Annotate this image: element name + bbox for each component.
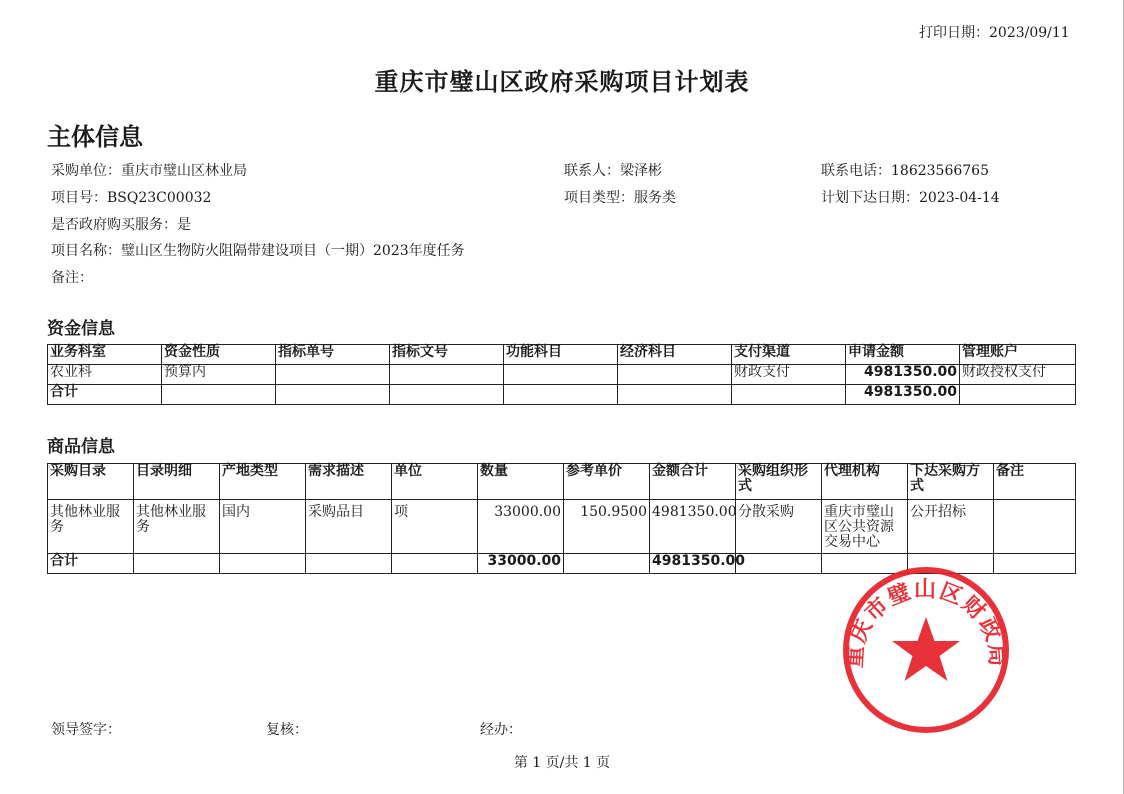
official-seal-stamp [838,562,1014,738]
funds-header: 申请金额 [846,345,960,365]
remark: 备注： [51,270,93,286]
goods-header: 备注 [994,464,1076,500]
empty-cell [618,385,732,405]
goods-header: 采购目录 [48,464,134,500]
contact-phone: 联系电话：18623566765 [821,163,989,179]
funds-header: 指标文号 [390,345,504,365]
goods-header: 单位 [392,464,478,500]
goods-cell: 其他林业服务 [134,500,220,554]
funds-cell-amount: 4981350.00 [846,365,960,385]
funds-cell [390,365,504,385]
funds-header: 业务科室 [48,345,162,365]
empty-cell [162,385,276,405]
page-number: 第 1 页/共 1 页 [513,755,611,771]
subject-info-heading: 主体信息 [47,122,143,151]
goods-cell-unit-price: 150.9500 [564,500,650,554]
goods-cell: 重庆市璧山区公共资源交易中心 [822,500,908,554]
funds-header: 资金性质 [162,345,276,365]
review-label: 复核： [266,722,308,738]
goods-header: 代理机构 [822,464,908,500]
funds-cell: 财政支付 [732,365,846,385]
goods-cell: 项 [392,500,478,554]
plan-issue-date: 计划下达日期：2023-04-14 [821,190,1000,206]
funds-cell: 预算内 [162,365,276,385]
funds-header: 管理账户 [960,345,1076,365]
goods-header: 金额合计 [650,464,736,500]
purchasing-unit: 采购单位：重庆市璧山区林业局 [51,163,247,179]
funds-header: 支付渠道 [732,345,846,365]
goods-total-amount: 4981350.00 [650,554,736,574]
goods-header: 需求描述 [306,464,392,500]
empty-cell [276,385,390,405]
goods-info-heading: 商品信息 [47,437,115,457]
goods-header: 产地类型 [220,464,306,500]
funds-cell [618,365,732,385]
empty-cell [390,385,504,405]
funds-header-row [48,345,1076,365]
project-number: 项目号：BSQ23C00032 [51,190,212,206]
empty-cell [564,554,650,574]
funds-cell: 农业科 [48,365,162,385]
goods-cell: 国内 [220,500,306,554]
empty-cell [220,554,306,574]
funds-cell [504,365,618,385]
goods-total-label: 合计 [48,554,134,574]
seal-star [892,617,960,681]
contact-person: 联系人：梁泽彬 [564,163,662,179]
goods-header: 采购组织形式 [736,464,822,500]
funds-cell [276,365,390,385]
goods-header: 参考单价 [564,464,650,500]
goods-cell: 分散采购 [736,500,822,554]
seal-text-path: 重庆市璧山区财政局 [841,576,1011,669]
funds-header: 经济科目 [618,345,732,365]
funds-table [47,344,1076,405]
goods-header: 下达采购方式 [908,464,994,500]
goods-cell: 公开招标 [908,500,994,554]
funds-total-label: 合计 [48,385,162,405]
empty-cell [134,554,220,574]
leader-signature-label: 领导签字： [51,722,121,738]
empty-cell [736,554,822,574]
table-row [48,365,1076,385]
empty-cell [732,385,846,405]
gov-purchase-service: 是否政府购买服务：是 [51,217,191,233]
funds-header: 功能科目 [504,345,618,365]
project-type: 项目类型：服务类 [564,190,676,206]
funds-header: 指标单号 [276,345,390,365]
funds-total-amount: 4981350.00 [846,385,960,405]
project-name: 项目名称：璧山区生物防火阻隔带建设项目（一期）2023年度任务 [51,243,465,259]
goods-table [47,463,1076,574]
empty-cell [392,554,478,574]
goods-header: 数量 [478,464,564,500]
table-row [48,500,1076,554]
empty-cell [960,385,1076,405]
goods-cell-amount: 4981350.00 [650,500,736,554]
funds-info-heading: 资金信息 [47,319,115,339]
print-date: 打印日期：2023/09/11 [919,25,1070,41]
document-title: 重庆市璧山区政府采购项目计划表 [374,67,750,96]
goods-cell-quantity: 33000.00 [478,500,564,554]
funds-total-row [48,385,1076,405]
handler-label: 经办： [480,722,522,738]
goods-cell: 采购品目 [306,500,392,554]
goods-cell [994,500,1076,554]
goods-header-row [48,464,1076,500]
funds-cell: 财政授权支付 [960,365,1076,385]
goods-total-quantity: 33000.00 [478,554,564,574]
empty-cell [306,554,392,574]
goods-header: 目录明细 [134,464,220,500]
goods-cell: 其他林业服务 [48,500,134,554]
empty-cell [504,385,618,405]
